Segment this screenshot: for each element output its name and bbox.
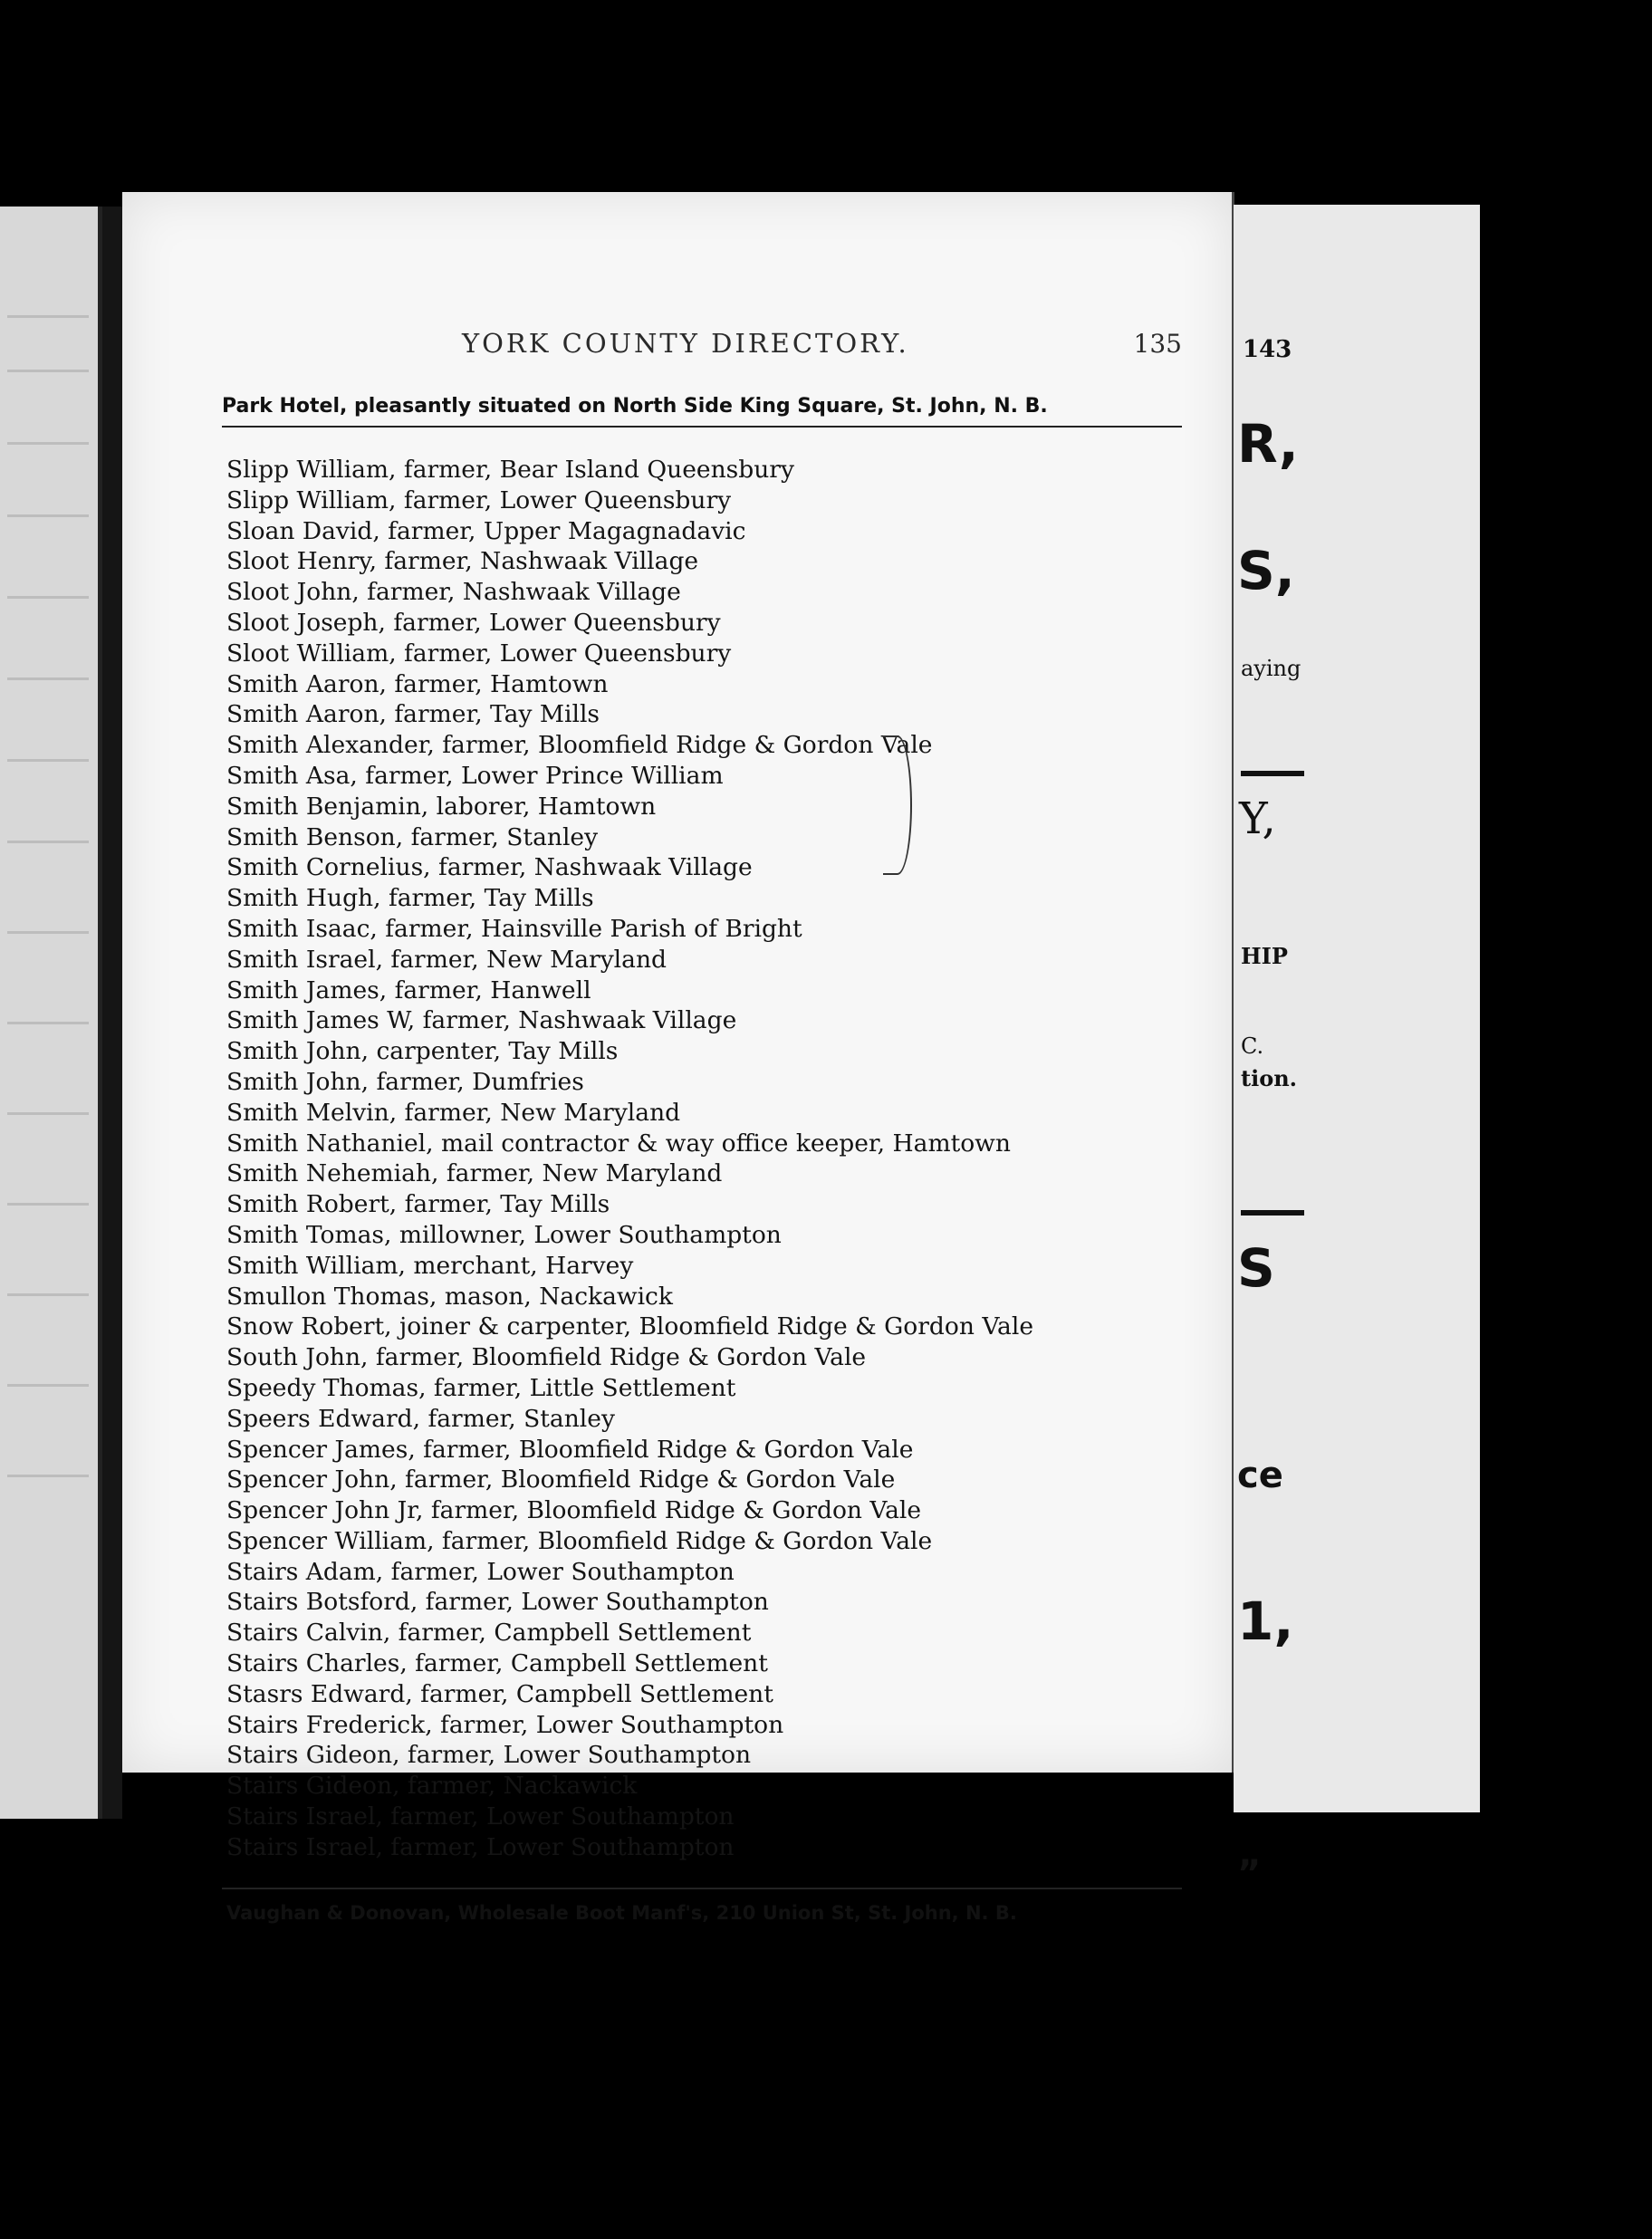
directory-entry: Speedy Thomas, farmer, Little Settlement <box>226 1373 736 1402</box>
facing-fragment-aying: aying <box>1241 656 1301 681</box>
bleed-line <box>7 1475 89 1477</box>
directory-entry: Stairs Israel, farmer, Lower Southampton <box>226 1832 735 1861</box>
directory-entry: Spencer John Jr, farmer, Bloomfield Ridge & Gordon Vale <box>226 1496 922 1525</box>
page-title: YORK COUNTY DIRECTORY. <box>462 328 909 359</box>
directory-entry: Smith John, carpenter, Tay Mills <box>226 1037 619 1066</box>
bottom-rule <box>222 1888 1182 1889</box>
directory-entry: Stasrs Edward, farmer, Campbell Settlement <box>226 1679 773 1708</box>
bottom-advertisement: Vaughan & Donovan, Wholesale Boot Manf's, 210 Union St, St. John, N. B. <box>226 1902 1017 1924</box>
bleed-line <box>7 1112 89 1115</box>
directory-entry: Smith Nathaniel, mail contractor & way office keeper, Hamtown <box>226 1129 1011 1158</box>
directory-entry: Slipp William, farmer, Bear Island Queensbury <box>226 456 794 484</box>
bleed-line <box>7 514 89 517</box>
facing-page-number: 143 <box>1243 336 1292 363</box>
directory-entry: Sloot Henry, farmer, Nashwaak Village <box>226 547 699 576</box>
directory-entry: Stairs Charles, farmer, Campbell Settlement <box>226 1649 768 1678</box>
bleed-line <box>7 677 89 680</box>
bleed-line <box>7 759 89 762</box>
directory-entry: Smith Benson, farmer, Stanley <box>226 822 599 851</box>
top-rule <box>222 426 1182 428</box>
directory-entry: Smith Cornelius, farmer, Nashwaak Village <box>226 853 753 882</box>
directory-entry: Sloot William, farmer, Lower Queensbury <box>226 639 732 668</box>
directory-entry: Stairs Botsford, farmer, Lower Southampton <box>226 1588 769 1617</box>
facing-fragment-y: Y, <box>1239 793 1276 844</box>
directory-entry: Smullon Thomas, mason, Nackawick <box>226 1282 673 1311</box>
facing-fragment-mark: ” <box>1237 1853 1262 1895</box>
bleed-line <box>7 1022 89 1024</box>
facing-fragment-tion: tion. <box>1241 1065 1298 1091</box>
bleed-line <box>7 442 89 445</box>
directory-entry: Slipp William, farmer, Lower Queensbury <box>226 485 732 514</box>
directory-entry: Snow Robert, joiner & carpenter, Bloomfield Ridge & Gordon Vale <box>226 1312 1033 1341</box>
bleed-line <box>7 1203 89 1206</box>
directory-entry: South John, farmer, Bloomfield Ridge & Gordon Vale <box>226 1343 867 1372</box>
directory-entry: Smith Aaron, farmer, Tay Mills <box>226 700 600 729</box>
book-spine <box>102 207 122 1819</box>
directory-entry: Stairs Israel, farmer, Lower Southampton <box>226 1802 735 1831</box>
bleed-line <box>7 370 89 372</box>
facing-divider <box>1241 771 1304 776</box>
directory-entry: Smith Robert, farmer, Tay Mills <box>226 1190 610 1219</box>
directory-entry: Smith Benjamin, laborer, Hamtown <box>226 792 657 821</box>
directory-entry: Smith Hugh, farmer, Tay Mills <box>226 884 594 913</box>
bleed-line <box>7 841 89 843</box>
directory-entry: Smith James W, farmer, Nashwaak Village <box>226 1006 737 1035</box>
directory-entry: Smith James, farmer, Hanwell <box>226 975 591 1004</box>
directory-entry: Stairs Gideon, farmer, Lower Southampton <box>226 1741 752 1770</box>
directory-entry: Smith Isaac, farmer, Hainsville Parish of Bright <box>226 914 802 943</box>
directory-entry: Smith Melvin, farmer, New Maryland <box>226 1098 681 1127</box>
directory-entry: Smith William, merchant, Harvey <box>226 1251 634 1280</box>
facing-fragment-c: C. <box>1241 1033 1264 1059</box>
facing-fragment-s: S, <box>1237 540 1295 601</box>
directory-entry: Stairs Gideon, farmer, Nackawick <box>226 1772 638 1801</box>
facing-divider <box>1241 1210 1304 1216</box>
directory-entries <box>226 455 1186 1863</box>
bleed-line <box>7 596 89 599</box>
bleed-line <box>7 1293 89 1296</box>
top-advertisement: Park Hotel, pleasantly situated on North Side King Square, St. John, N. B. <box>222 395 1048 418</box>
bleed-line <box>7 931 89 934</box>
directory-entry: Smith Aaron, farmer, Hamtown <box>226 669 609 698</box>
facing-fragment-hip: HIP <box>1241 943 1288 969</box>
bleed-line <box>7 1384 89 1387</box>
directory-entry: Sloot Joseph, farmer, Lower Queensbury <box>226 608 721 637</box>
directory-entry: Speers Edward, farmer, Stanley <box>226 1404 615 1433</box>
directory-entry: Smith Asa, farmer, Lower Prince William <box>226 761 724 790</box>
directory-entry: Smith Israel, farmer, New Maryland <box>226 945 667 974</box>
directory-entry: Spencer William, farmer, Bloomfield Ridge & Gordon Vale <box>226 1526 933 1555</box>
directory-entry: Smith Tomas, millowner, Lower Southampton <box>226 1220 782 1249</box>
directory-entry: Sloan David, farmer, Upper Magagnadavic <box>226 516 746 545</box>
left-page-edge <box>0 207 102 1819</box>
pencil-bracket-mark <box>883 735 912 875</box>
directory-page <box>122 192 1234 1924</box>
directory-entry: Smith Nehemiah, farmer, New Maryland <box>226 1159 723 1188</box>
bleed-line <box>7 315 89 318</box>
directory-entry: Smith Alexander, farmer, Bloomfield Ridge & Gordon Vale <box>226 731 933 760</box>
directory-entry: Stairs Calvin, farmer, Campbell Settlement <box>226 1619 752 1648</box>
facing-page <box>1234 205 1480 1895</box>
directory-entry: Spencer James, farmer, Bloomfield Ridge & Gordon Vale <box>226 1435 914 1464</box>
directory-entry: Sloot John, farmer, Nashwaak Village <box>226 578 681 607</box>
facing-fragment-ce: ce <box>1237 1455 1283 1496</box>
facing-fragment-comma: 1, <box>1237 1590 1294 1652</box>
directory-entry: Stairs Adam, farmer, Lower Southampton <box>226 1557 735 1586</box>
facing-fragment-r: R, <box>1237 413 1299 475</box>
page-number: 135 <box>1133 329 1182 359</box>
facing-fragment-s2: S <box>1237 1237 1275 1299</box>
running-header <box>208 328 1182 359</box>
directory-entry: Stairs Frederick, farmer, Lower Southampton <box>226 1710 784 1739</box>
directory-entry: Spencer John, farmer, Bloomfield Ridge & Gordon Vale <box>226 1465 896 1494</box>
directory-entry: Smith John, farmer, Dumfries <box>226 1067 584 1096</box>
